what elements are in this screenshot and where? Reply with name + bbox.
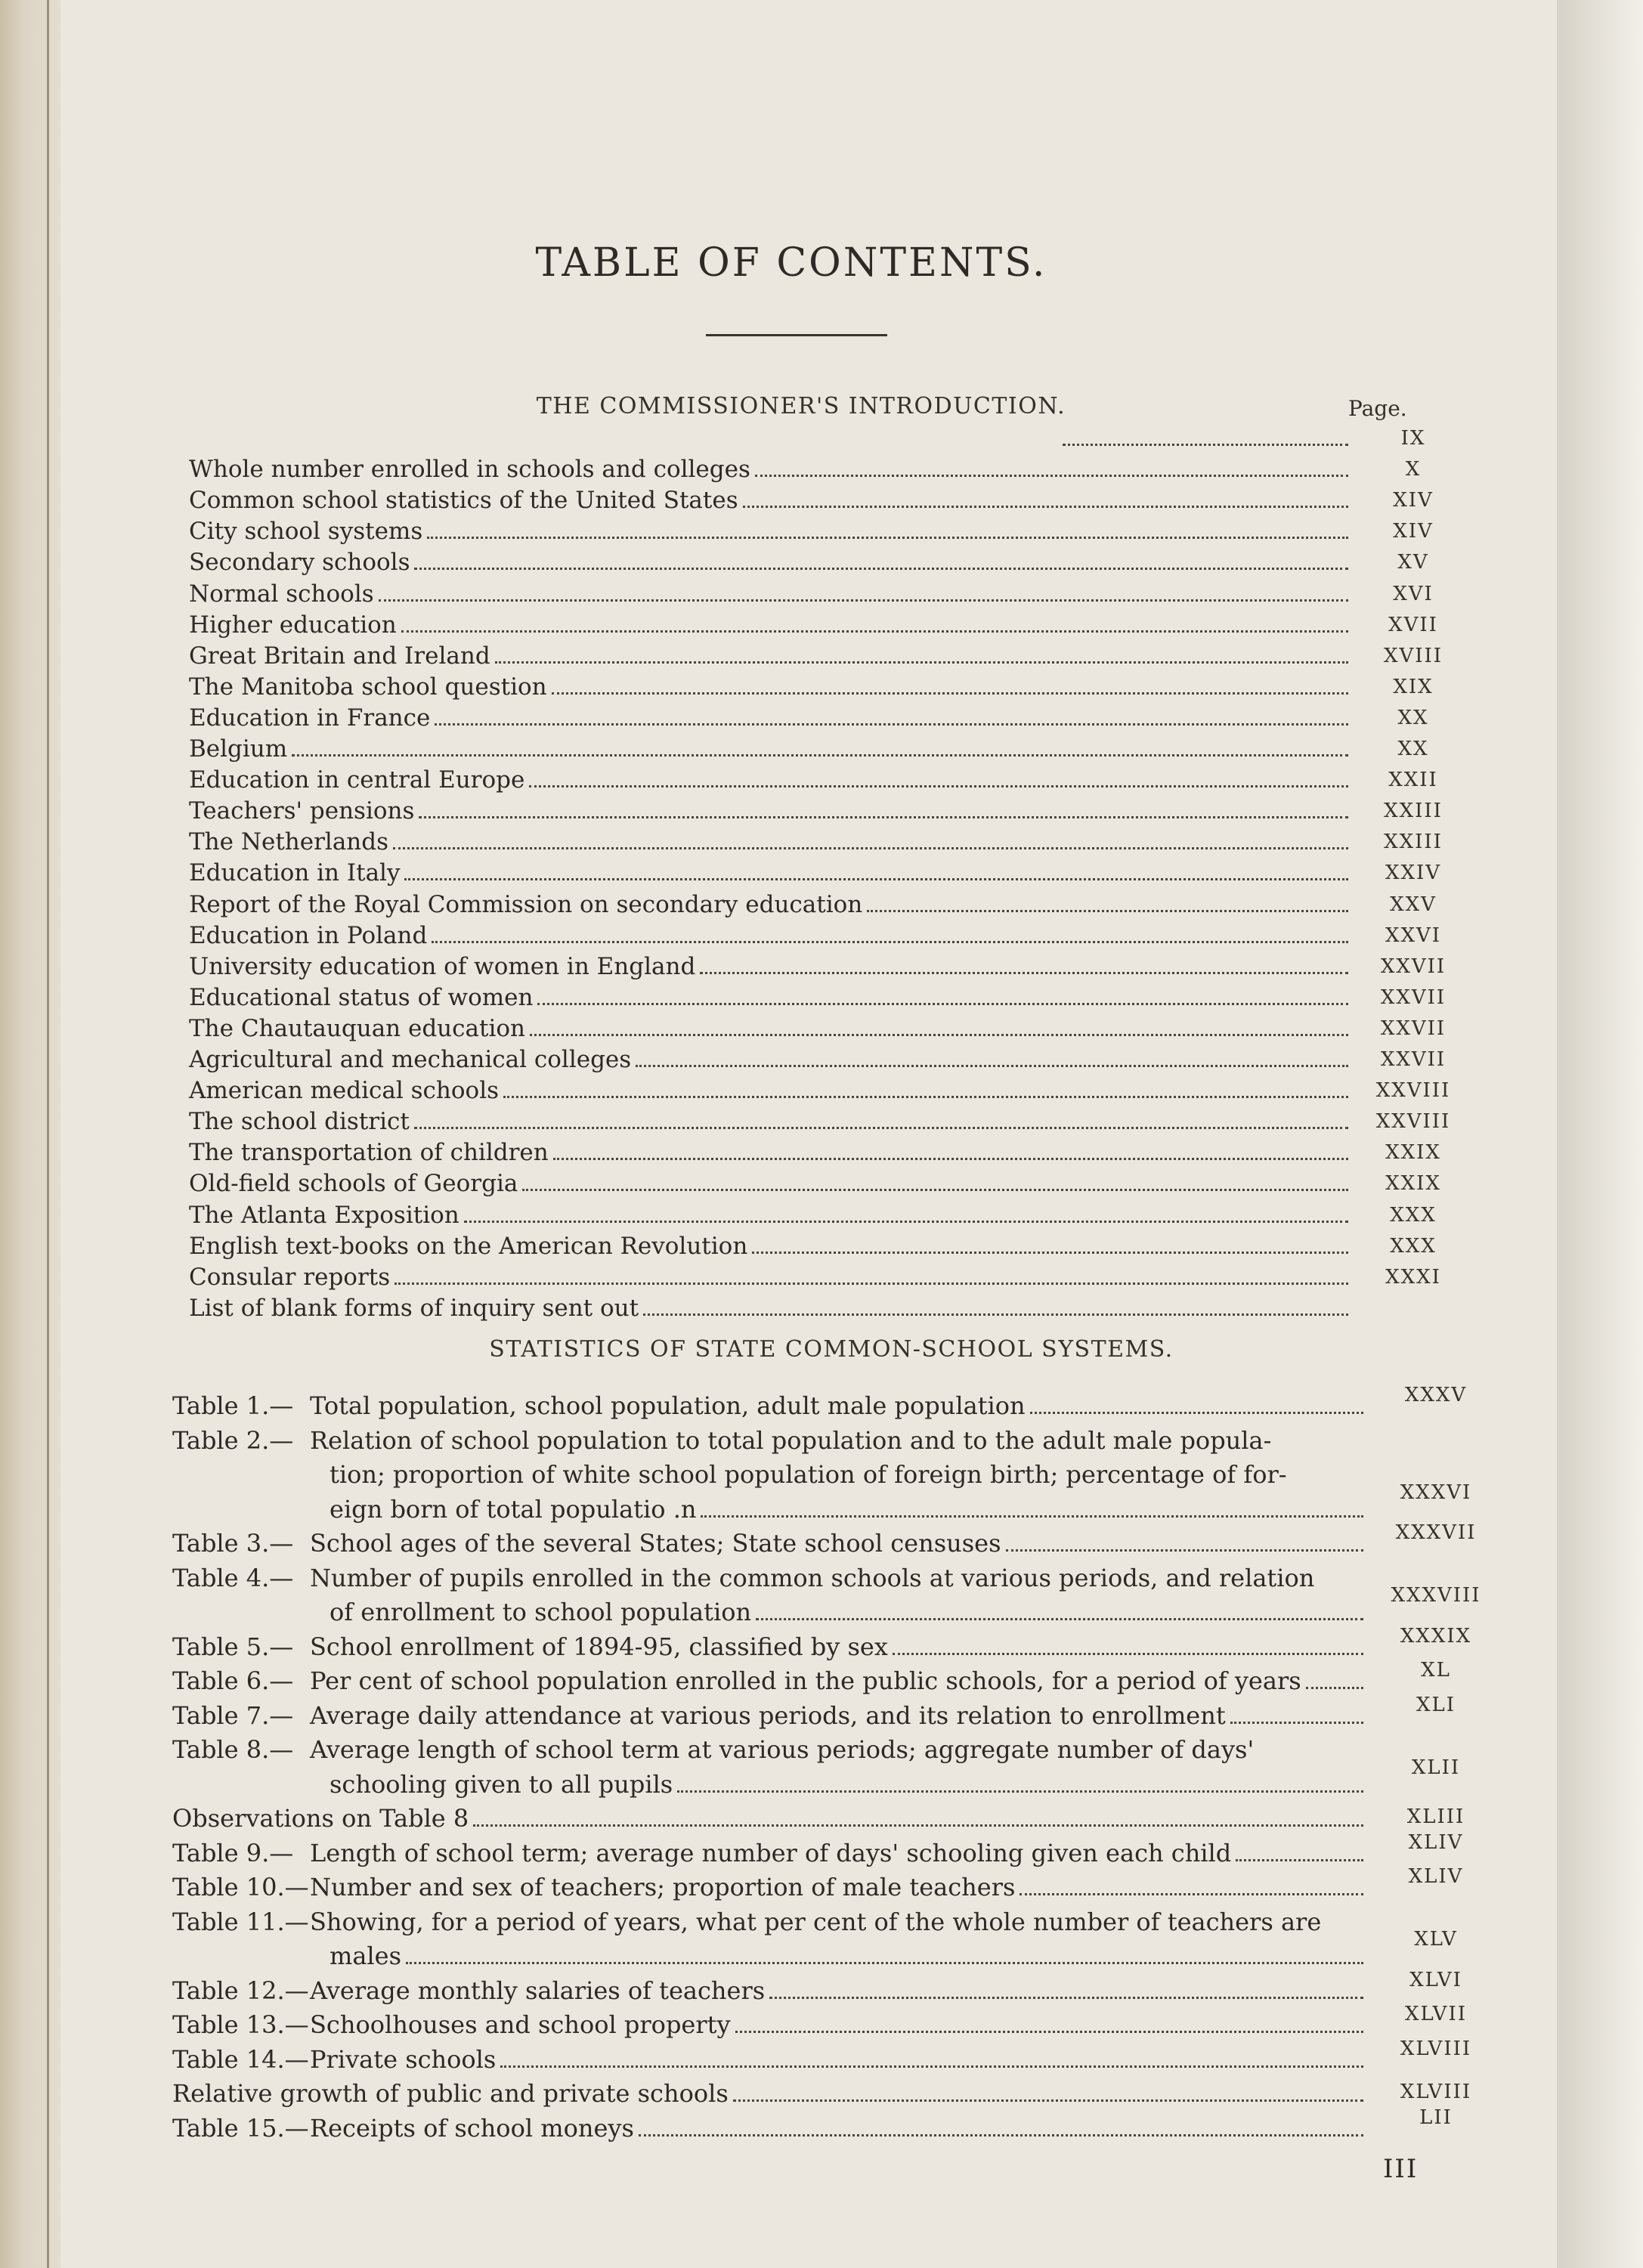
- toc-page-number: XLIV: [1408, 1865, 1464, 1888]
- toc-entry-label: of enrollment to school population: [330, 1598, 752, 1626]
- toc-page-number: XXVII: [1380, 985, 1447, 1009]
- toc-entry-label: Number and sex of teachers; proportion of male teachers: [310, 1873, 1016, 1901]
- toc-entry-label: Relative growth of public and private schools: [172, 2079, 729, 2108]
- toc-entry-label: Secondary schools: [189, 549, 410, 577]
- toc-page-number: XLV: [1414, 1928, 1458, 1951]
- toc-entry-label: School ages of the several States; State school censuses: [310, 1529, 1001, 1558]
- dot-leader: [700, 972, 1348, 974]
- toc-entry: [172, 1699, 1368, 1732]
- page-column-label: Page.: [1348, 396, 1407, 421]
- table-number: Table 1.—: [172, 1391, 294, 1420]
- toc-entry-label: List of blank forms of inquiry sent out: [189, 1294, 639, 1322]
- toc-entry: [172, 2077, 1368, 2110]
- toc-entry: [189, 1137, 1353, 1168]
- dot-leader: [395, 1283, 1348, 1285]
- dot-leader: [735, 2031, 1363, 2033]
- toc-page-number: XXXVIII: [1391, 1584, 1481, 1607]
- dot-leader: [432, 941, 1348, 943]
- toc-page-number: XIV: [1393, 489, 1434, 512]
- toc-entry-label: The school district: [189, 1108, 410, 1136]
- toc-entry: [189, 1231, 1353, 1261]
- toc-entry-label: males: [330, 1942, 402, 1970]
- toc-entry: [189, 1262, 1353, 1292]
- toc-entry: [189, 516, 1353, 546]
- dot-leader: [503, 1096, 1348, 1098]
- table-number: Table 13.—: [172, 2010, 309, 2039]
- dot-leader: [473, 1824, 1363, 1827]
- toc-entry: [172, 1733, 1368, 1766]
- toc-page-number: XLIII: [1406, 1805, 1465, 1828]
- toc-entry-label: School enrollment of 1894-95, classified by sex: [310, 1632, 888, 1661]
- toc-entry: [189, 951, 1353, 982]
- dot-leader: [677, 1790, 1363, 1793]
- toc-entry-label: Normal schools: [189, 580, 374, 608]
- toc-entry: [189, 796, 1353, 826]
- toc-entry-label: English text-books on the American Revolution: [189, 1232, 748, 1260]
- toc-entry: [172, 1389, 1368, 1422]
- toc-page-number: XXIII: [1384, 800, 1443, 823]
- toc-entry: [189, 982, 1353, 1013]
- toc-entry-leader-only: [1058, 423, 1353, 453]
- dot-leader: [1236, 1859, 1363, 1861]
- title-rule: [706, 334, 887, 336]
- dot-leader: [406, 1962, 1363, 1964]
- dot-leader: [1020, 1893, 1363, 1895]
- table-number: Table 4.—: [172, 1563, 294, 1592]
- toc-entry-label: University education of women in England: [189, 952, 696, 980]
- toc-page-number: XIX: [1393, 675, 1434, 698]
- table-number: Table 3.—: [172, 1529, 294, 1558]
- toc-page-number: XXXVII: [1395, 1521, 1477, 1544]
- toc-entry-label: Observations on Table 8: [172, 1804, 469, 1833]
- toc-entry: [189, 610, 1353, 640]
- dot-leader: [733, 2099, 1363, 2102]
- toc-entry-continuation: [330, 1595, 1368, 1629]
- toc-entry: [172, 1527, 1368, 1560]
- dot-leader: [530, 1034, 1348, 1036]
- toc-entry-continuation: [330, 1493, 1368, 1526]
- toc-page-number: XXXV: [1404, 1384, 1468, 1406]
- dot-leader: [393, 847, 1348, 849]
- toc-entry: [189, 547, 1353, 577]
- dot-leader: [636, 1065, 1348, 1067]
- table-number: Table 10.—: [172, 1873, 309, 1901]
- dot-leader: [701, 1515, 1363, 1518]
- dot-leader: [435, 723, 1348, 726]
- toc-entry: [189, 1293, 1353, 1323]
- toc-entry: [189, 1075, 1353, 1106]
- dot-leader: [404, 878, 1348, 880]
- dot-leader: [529, 785, 1348, 787]
- toc-entry: [172, 1630, 1368, 1663]
- dot-leader: [414, 1127, 1348, 1129]
- toc-page-number: XIV: [1393, 520, 1434, 543]
- toc-entry-label: Length of school term; average number of days' schooling given each child: [310, 1838, 1232, 1867]
- table-number: Table 14.—: [172, 2044, 309, 2074]
- dot-leader: [743, 506, 1348, 508]
- table-number: Table 12.—: [172, 1976, 309, 2005]
- dot-leader: [427, 537, 1348, 539]
- dot-leader: [639, 2134, 1363, 2136]
- toc-entry-label: Teachers' pensions: [189, 797, 415, 825]
- toc-entry-label: Agricultural and mechanical colleges: [189, 1046, 632, 1073]
- toc-page-number: XXXI: [1385, 1265, 1441, 1289]
- toc-entry-label: Showing, for a period of years, what per cent of the whole number of teachers are: [310, 1907, 1322, 1936]
- toc-page-number: XVIII: [1383, 644, 1443, 667]
- toc-page-number: IX: [1400, 427, 1426, 450]
- toc-entry: [172, 2112, 1368, 2145]
- toc-page-number: XXIX: [1385, 1172, 1441, 1196]
- toc-entry-continuation: [330, 1939, 1368, 1973]
- toc-page-number: XLVIII: [1400, 2081, 1472, 2103]
- toc-entry: [172, 1802, 1368, 1835]
- toc-entry: [189, 858, 1353, 888]
- dot-leader: [893, 1653, 1363, 1655]
- toc-page-number: XXVII: [1380, 955, 1447, 978]
- toc-page-number: XXVI: [1385, 924, 1442, 947]
- toc-page-number: XLVI: [1409, 1968, 1462, 1991]
- dot-leader: [500, 2065, 1363, 2068]
- toc-page-number: XXX: [1390, 1203, 1437, 1227]
- toc-entry-label: The Chautauquan education: [189, 1014, 525, 1042]
- toc-entry-label: Old-field schools of Georgia: [189, 1170, 518, 1198]
- toc-entry: [172, 1836, 1368, 1870]
- toc-entry: [172, 2043, 1368, 2076]
- stats-heading: STATISTICS OF STATE COMMON-SCHOOL SYSTEMS.: [489, 1336, 1174, 1363]
- toc-page-number: XX: [1397, 738, 1429, 760]
- dot-leader: [292, 754, 1348, 757]
- toc-page-number: LII: [1419, 2106, 1453, 2129]
- toc-entry: [189, 1044, 1353, 1075]
- toc-entry-label: Schoolhouses and school property: [310, 2010, 731, 2039]
- toc-entry-label: Average length of school term at various periods; aggregate number of days': [310, 1735, 1255, 1764]
- toc-entry: [172, 1905, 1368, 1938]
- toc-page-number: XXV: [1390, 893, 1437, 916]
- toc-entry-label: Education in Poland: [189, 921, 428, 949]
- toc-page-number: XXX: [1390, 1234, 1437, 1258]
- toc-entry: [189, 579, 1353, 609]
- toc-entry-continuation: [330, 1768, 1368, 1801]
- toc-entry-label: Education in central Europe: [189, 766, 525, 794]
- dot-leader: [414, 568, 1348, 570]
- dot-leader: [1306, 1687, 1363, 1689]
- toc-entry-label: schooling given to all pupils: [330, 1769, 673, 1799]
- toc-entry-label: Private schools: [310, 2044, 497, 2074]
- toc-entry-label: Receipts of school moneys: [310, 2113, 634, 2143]
- toc-entry-label: Great Britain and Ireland: [189, 642, 490, 670]
- toc-entry-label: tion; proportion of white school population of foreign birth; percentage of for-: [330, 1460, 1287, 1489]
- dot-leader: [537, 1003, 1348, 1005]
- dot-leader: [769, 1997, 1363, 1999]
- toc-entry-label: Higher education: [189, 611, 397, 639]
- toc-page-number: XLVIII: [1400, 2037, 1472, 2060]
- toc-entry-label: The Atlanta Exposition: [189, 1201, 459, 1229]
- toc-entry-continuation: [330, 1458, 1368, 1491]
- dot-leader: [643, 1313, 1348, 1316]
- table-number: Table 5.—: [172, 1632, 294, 1661]
- table-number: Table 2.—: [172, 1425, 294, 1455]
- toc-entry-label: Per cent of school population enrolled in the public schools, for a period of years: [310, 1666, 1301, 1695]
- dot-leader: [1006, 1549, 1363, 1552]
- toc-page-number: XL: [1421, 1659, 1451, 1682]
- binding-edge: [47, 0, 49, 2268]
- toc-entry: [189, 1106, 1353, 1137]
- dot-leader: [401, 630, 1348, 633]
- toc-entry: [189, 827, 1353, 857]
- toc-entry-label: Consular reports: [189, 1263, 391, 1291]
- dot-leader: [419, 816, 1348, 818]
- table-number: Table 6.—: [172, 1666, 294, 1695]
- toc-page-number: X: [1405, 458, 1422, 481]
- dot-leader: [1230, 1722, 1363, 1724]
- toc-entry: [189, 672, 1353, 702]
- toc-entry-label: American medical schools: [189, 1077, 500, 1105]
- toc-page-number: XXVII: [1380, 1048, 1447, 1071]
- toc-entry: [172, 1974, 1368, 2007]
- toc-entry-label: eign born of total populatio .n: [330, 1494, 697, 1524]
- toc-page-number: XLIV: [1408, 1830, 1464, 1854]
- toc-page-number: XLII: [1411, 1756, 1461, 1779]
- toc-page-number: XVII: [1388, 613, 1438, 636]
- page-title: TABLE OF CONTENTS.: [535, 240, 1047, 286]
- table-number: Table 9.—: [172, 1838, 294, 1867]
- toc-page-number: XLVII: [1404, 2003, 1467, 2025]
- toc-entry-label: The Netherlands: [189, 828, 389, 856]
- toc-entry-label: The transportation of children: [189, 1139, 549, 1167]
- toc-entry: [189, 765, 1353, 795]
- toc-page-number: XLI: [1416, 1693, 1456, 1716]
- toc-entry-label: Educational status of women: [189, 983, 534, 1011]
- toc-page-number: XXVIII: [1375, 1079, 1451, 1103]
- toc-page-number: XX: [1397, 706, 1429, 729]
- dot-leader: [379, 599, 1348, 602]
- table-number: Table 11.—: [172, 1907, 309, 1936]
- toc-page-number: XXIX: [1385, 1141, 1441, 1165]
- toc-entry: [172, 1561, 1368, 1595]
- dot-leader: [1030, 1412, 1363, 1414]
- dot-leader: [552, 692, 1348, 695]
- toc-entry-label: Relation of school population to total population and to the adult male popula-: [310, 1425, 1272, 1455]
- dot-leader: [756, 1618, 1363, 1620]
- table-number: Table 8.—: [172, 1735, 294, 1764]
- toc-page-number: XXXIX: [1400, 1624, 1472, 1648]
- toc-entry: [172, 1870, 1368, 1904]
- dot-leader: [522, 1189, 1348, 1191]
- dot-leader: [464, 1221, 1348, 1223]
- toc-entry: [189, 1200, 1353, 1230]
- toc-page-number: XV: [1397, 551, 1429, 574]
- toc-entry: [189, 734, 1353, 764]
- toc-entry: [172, 1664, 1368, 1697]
- toc-entry-label: Common school statistics of the United States: [189, 487, 738, 515]
- toc-entry: [189, 1168, 1353, 1199]
- toc-page-number: XXIV: [1385, 862, 1442, 885]
- dot-leader: [495, 661, 1348, 664]
- intro-heading: THE COMMISSIONER'S INTRODUCTION.: [536, 393, 1066, 419]
- toc-entry-label: Total population, school population, adult male population: [310, 1391, 1026, 1420]
- dot-leader: [1063, 444, 1348, 446]
- toc-entry: [172, 1424, 1368, 1457]
- dot-leader: [752, 1252, 1348, 1254]
- toc-entry: [189, 921, 1353, 951]
- dot-leader: [553, 1158, 1348, 1160]
- toc-page-number: XXVIII: [1375, 1110, 1451, 1134]
- dot-leader: [755, 475, 1348, 477]
- toc-page-number: XXVII: [1380, 1016, 1447, 1040]
- toc-page-number: XXXVI: [1400, 1481, 1472, 1504]
- toc-entry-label: City school systems: [189, 518, 423, 546]
- book-binding: [0, 0, 60, 2268]
- toc-entry-label: Average daily attendance at various periods, and its relation to enrollment: [310, 1700, 1226, 1730]
- table-number: Table 7.—: [172, 1700, 294, 1730]
- toc-entry: [189, 703, 1353, 733]
- toc-entry-label: Belgium: [189, 735, 288, 763]
- page-edge-shadow: [1557, 0, 1643, 2268]
- toc-entry-label: Whole number enrolled in schools and colleges: [189, 456, 750, 484]
- toc-entry: [189, 641, 1353, 671]
- toc-entry-label: The Manitoba school question: [189, 673, 547, 701]
- toc-entry-label: Education in France: [189, 704, 431, 732]
- toc-entry-label: Number of pupils enrolled in the common schools at various periods, and relation: [310, 1563, 1315, 1592]
- table-number: Table 15.—: [172, 2113, 309, 2143]
- toc-entry: [189, 454, 1353, 484]
- folio-page-number: III: [1383, 2154, 1419, 2184]
- toc-entry-label: Education in Italy: [189, 859, 401, 887]
- toc-entry: [189, 890, 1353, 920]
- toc-entry: [189, 485, 1353, 515]
- dot-leader: [867, 910, 1348, 912]
- toc-entry-label: Report of the Royal Commission on secondary education: [189, 890, 863, 918]
- toc-entry: [189, 1013, 1353, 1044]
- toc-entry-label: Average monthly salaries of teachers: [310, 1976, 766, 2005]
- toc-entry: [172, 2008, 1368, 2041]
- toc-page-number: XXIII: [1384, 831, 1443, 854]
- toc-page-number: XVI: [1393, 582, 1434, 605]
- toc-page-number: XXII: [1388, 769, 1438, 792]
